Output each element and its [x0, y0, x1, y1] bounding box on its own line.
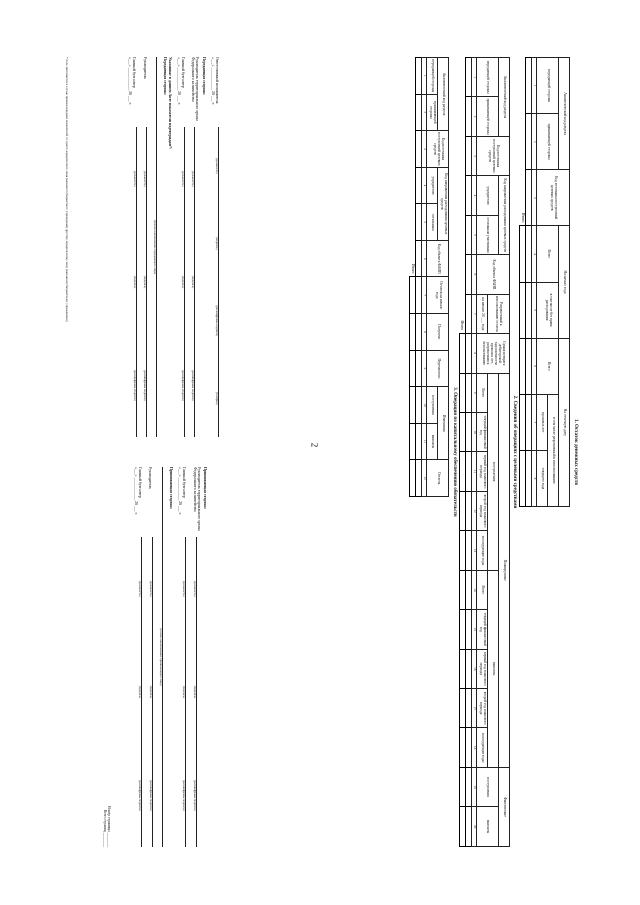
- s2-col-num: 4: [472, 176, 477, 215]
- s2-col-num: 1: [472, 58, 477, 97]
- s1-col-num: 2: [532, 114, 537, 170]
- s1-col-num: 7: [532, 394, 537, 450]
- s3-col-num: 8: [422, 314, 427, 351]
- s2-cell[interactable]: [466, 689, 472, 728]
- s3-col-num: 9: [422, 350, 427, 387]
- head-org-label: Руководитель территориального органа Федерального казначейства: [191, 57, 200, 121]
- s1-cell[interactable]: [520, 226, 526, 282]
- s2-cell[interactable]: [460, 728, 466, 767]
- s2-p-total: Всего: [477, 570, 488, 609]
- s3-code-parent: передающей стороны: [427, 58, 438, 95]
- cap: (должность): [138, 580, 143, 597]
- s3-cell[interactable]: [416, 387, 422, 424]
- s3-cell[interactable]: [416, 94, 422, 131]
- s2-col-num: 6: [472, 255, 477, 294]
- chief-accountant-label: Главный бухгалтер: [182, 467, 187, 498]
- section1-title: 1. Остаток денежных средств: [573, 418, 578, 486]
- s1-col-num: 8: [532, 450, 537, 506]
- cap: (расшифровка подписи): [181, 370, 186, 401]
- s1-cell[interactable]: [526, 394, 532, 450]
- s3-transferred: Перечислено: [427, 350, 449, 387]
- chief-accountant-label: Главный бухгалтер: [180, 57, 185, 88]
- s3-cell[interactable]: [416, 460, 422, 497]
- s1-cell[interactable]: [520, 450, 526, 506]
- receiving-side: Принимающая сторона:: [203, 467, 207, 509]
- cap: (расшифровка подписи): [215, 305, 219, 337]
- cap: (расшифровка подписи): [132, 370, 137, 401]
- s1-col-num: 1: [532, 58, 537, 114]
- cap: (должность): [192, 580, 197, 597]
- s3-col-num: 7: [422, 277, 427, 314]
- cap: (должность): [142, 170, 147, 187]
- s2-total-label: Итого: [460, 320, 465, 331]
- decoding-field[interactable]: [141, 744, 146, 847]
- s3-cell[interactable]: [410, 350, 416, 387]
- s2-planned: Планируемые: [499, 373, 510, 767]
- s3-total-label: Итого: [410, 263, 415, 274]
- s2-receipts: поступления: [488, 373, 499, 570]
- s2-total-row: [460, 58, 466, 847]
- s1-incl-allowed: в том числе без права расходования: [537, 282, 559, 338]
- head-org-label: Руководитель территориального органа Федерального казначейства: [192, 467, 201, 531]
- s2-p-first: первый год планового периода: [477, 649, 488, 688]
- s1-cell[interactable]: [526, 58, 532, 114]
- s3-changes: Изменения: [438, 387, 449, 460]
- s2-cell[interactable]: [460, 334, 466, 373]
- s2-code-parent: передающей стороны: [477, 58, 499, 97]
- s2-col-num: 11: [472, 452, 477, 491]
- s2-cell[interactable]: [466, 531, 472, 570]
- head-label: Руководитель: [142, 57, 147, 80]
- s2-other: остальным участникам: [477, 215, 499, 254]
- s2-col-num: 9: [472, 373, 477, 412]
- s1-cell[interactable]: [526, 450, 532, 506]
- s1-col-num: 4: [532, 226, 537, 282]
- s1-total2: Всего: [537, 338, 559, 394]
- cap: (подпись): [181, 275, 186, 289]
- cap: (расшифровка подписи): [191, 370, 196, 401]
- cap: (должность): [181, 170, 186, 187]
- s2-r-first: первый год планового периода: [477, 452, 488, 491]
- cap: (расшифровка подписи): [148, 780, 153, 811]
- section2-title: 2. Сведения об операциях с целевыми средствами: [512, 395, 518, 509]
- s3-cell[interactable]: [416, 314, 422, 351]
- cap: (расшифровка подписи): [192, 780, 197, 811]
- s3-col-num: 3: [422, 131, 427, 168]
- s3-cell[interactable]: [416, 423, 422, 460]
- chief-accountant-label: Главный бухгалтер: [132, 57, 137, 88]
- s2-cell[interactable]: [460, 491, 466, 530]
- s1-total: Всего: [537, 226, 559, 282]
- cap: (должность): [215, 157, 219, 174]
- cap: (полное наименование передающего лица): [153, 219, 158, 275]
- s2-col-num: 12: [472, 491, 477, 530]
- s2-cell[interactable]: [460, 610, 466, 649]
- s3-received: Получено: [427, 314, 449, 351]
- s2-code-receiver: принимающей стороны: [477, 97, 499, 136]
- s2-cell[interactable]: [460, 807, 466, 847]
- cap: (полное наименование принимающего лица): [158, 628, 163, 686]
- s2-p-next: последующие годы: [477, 728, 488, 767]
- s1-cell[interactable]: [526, 338, 532, 394]
- s2-col-num: 7: [472, 294, 477, 333]
- s3-start-balance: Остаток на начало года: [427, 277, 449, 314]
- s2-cell[interactable]: [466, 767, 472, 806]
- s1-cell[interactable]: [520, 338, 526, 394]
- s2-col-num: 10: [472, 412, 477, 451]
- s2-cell[interactable]: [466, 728, 472, 767]
- s2-cell[interactable]: [460, 689, 466, 728]
- s3-receipts: поступления: [427, 387, 438, 424]
- s2-return-sum: Сумма возврата дебиторской задолженности прошлых лет, разрешенная к использованию: [477, 334, 510, 373]
- s3-col-num: 4: [422, 167, 427, 204]
- responsible-block: [211, 57, 223, 437]
- total-pages-label: Всего страниц: [103, 809, 108, 832]
- s2-cell[interactable]: [466, 491, 472, 530]
- s1-col-num: 3: [532, 170, 537, 226]
- s1-col-num: 5: [532, 282, 537, 338]
- section3-table: [410, 57, 450, 497]
- s1-report-date: На отчетную дату: [559, 338, 570, 506]
- s2-col-num: 2: [472, 97, 477, 136]
- s2-r-current: текущий финансовый год: [477, 412, 488, 451]
- s3-cell[interactable]: [410, 277, 416, 314]
- s3-cell[interactable]: [416, 240, 422, 277]
- s3-empty-row: [416, 58, 422, 497]
- cap: (подпись): [191, 275, 196, 289]
- s3-analytic-code: Аналитический код раздела: [438, 58, 449, 131]
- s3-cell[interactable]: [410, 460, 416, 497]
- position-field[interactable]: [141, 537, 146, 640]
- s1-cell[interactable]: [526, 282, 532, 338]
- s2-analytic-code: Аналитический код раздела: [499, 58, 510, 137]
- s1-col-num: 6: [532, 338, 537, 394]
- s1-total-label: Итого: [520, 212, 525, 223]
- s3-col-num: 6: [422, 240, 427, 277]
- cap: (подпись): [138, 685, 143, 699]
- s2-actual-receipts: поступления: [477, 767, 499, 806]
- chief-accountant-label: Главный бухгалтер: [138, 467, 143, 498]
- s3-col-num: 11: [422, 423, 427, 460]
- s1-code-parent: передающей стороны: [537, 58, 559, 114]
- cap: (подпись): [192, 685, 197, 699]
- s3-other: остальным: [427, 204, 438, 241]
- cap: (расшифровка подписи): [138, 780, 143, 811]
- date-line: «___» ____________ 20 ___ г.: [210, 57, 215, 105]
- s3-founder: учредителю: [427, 167, 438, 204]
- date-line: «___» ____________ 20 ___ г.: [133, 467, 138, 515]
- s3-faip-code: Код объекта ФАИП: [427, 240, 449, 277]
- s2-cell[interactable]: [460, 570, 466, 609]
- cap: (должность): [132, 170, 137, 187]
- position-field[interactable]: [185, 537, 190, 640]
- s1-source-code: Код источника поступлений целевых средств: [537, 170, 570, 226]
- s2-col-num: 15: [472, 610, 477, 649]
- s3-code-receiver: принимающей стороны: [427, 94, 438, 131]
- s2-cell[interactable]: [466, 215, 472, 254]
- s2-cell[interactable]: [466, 610, 472, 649]
- page-number-label: Номер страницы: [107, 806, 111, 832]
- s2-col-num: 8: [472, 334, 477, 373]
- s2-col-num: 5: [472, 215, 477, 254]
- s2-cell[interactable]: [460, 767, 466, 806]
- s3-col-num: 2: [422, 94, 427, 131]
- s2-cell[interactable]: [466, 58, 472, 97]
- head-label: Руководитель: [148, 467, 153, 490]
- section3-title: 3. Операции по капитальному обеспечению обязательств: [452, 387, 457, 517]
- date-line: «___» ____________ 20 ___ г.: [178, 467, 183, 515]
- s1-cell[interactable]: [526, 170, 532, 226]
- s3-col-numbers: [422, 58, 427, 497]
- footnote: * поле заполняется в случае приема-передачи показателей от одного юридического лица (казенного/бюджетного учреждения) другому юридическому лицу (казенному/бюджетному учреждению): [65, 57, 69, 322]
- s2-faip-code: Код объекта ФАИП: [477, 255, 510, 294]
- s3-direction-code: Код направления расходования целевых средств: [438, 167, 449, 240]
- s1-incl-permitted: в том числе разрешенный к использованию: [548, 394, 559, 506]
- signature-field[interactable]: [185, 640, 190, 743]
- s2-permitted-date: на начало 20 ___ года: [477, 294, 488, 333]
- date-line: «___» ____________ 20 ___ г.: [128, 57, 133, 105]
- cap: (подпись): [132, 275, 137, 289]
- section1-table: [520, 57, 571, 507]
- s2-cell[interactable]: [466, 807, 472, 847]
- position-field[interactable]: [194, 127, 199, 230]
- s2-actual: Фактические: [499, 767, 510, 846]
- s2-col-num: 16: [472, 649, 477, 688]
- s2-cell[interactable]: [466, 412, 472, 451]
- transferring-side: Передающая сторона:: [201, 57, 206, 95]
- s1-current-year: текущего года: [537, 450, 548, 506]
- s1-prior-year: прошлых лет: [537, 394, 548, 450]
- cap: (должность): [191, 170, 196, 187]
- s2-cell[interactable]: [466, 97, 472, 136]
- s3-cell[interactable]: [416, 350, 422, 387]
- s2-r-second: второй год планового периода: [477, 491, 488, 530]
- s2-founder: учредителю: [477, 176, 499, 215]
- s3-col-num: 1: [422, 58, 427, 95]
- signature-field[interactable]: [194, 230, 199, 333]
- s3-cell[interactable]: [410, 423, 416, 460]
- s2-cell[interactable]: [466, 255, 472, 294]
- s2-col-num: 3: [472, 136, 477, 175]
- s2-empty-row: [466, 58, 472, 847]
- date-line: «___» ____________ 20 ___ г.: [176, 57, 181, 105]
- s2-cell[interactable]: [466, 373, 472, 412]
- s2-cell[interactable]: [466, 649, 472, 688]
- s3-cell[interactable]: [416, 131, 422, 168]
- s2-direction-code: Код направления расходования целевых средств: [499, 176, 510, 255]
- signatures-left: [123, 57, 225, 437]
- s2-r-total: Всего: [477, 373, 488, 412]
- s2-cell[interactable]: [460, 412, 466, 451]
- s3-payments: выплаты: [427, 423, 438, 460]
- s2-r-next: последующие годы: [477, 531, 488, 570]
- s2-permitted: Разрешенный к использованию остаток: [488, 294, 510, 333]
- s2-cell[interactable]: [460, 452, 466, 491]
- s2-cell[interactable]: [460, 649, 466, 688]
- s2-cell[interactable]: [466, 334, 472, 373]
- s2-cell[interactable]: [460, 531, 466, 570]
- section2-table: [459, 57, 510, 847]
- receiving-side-2: Принимающая сторона:: [169, 467, 174, 509]
- s2-col-num: 13: [472, 531, 477, 570]
- s1-cell[interactable]: [520, 282, 526, 338]
- page-number: 2: [309, 442, 320, 448]
- s3-source-code: Код источника поступлений целевых средств: [427, 131, 449, 168]
- s1-cell[interactable]: [526, 114, 532, 170]
- s3-col-num: 5: [422, 204, 427, 241]
- responsible-label: Ответственный исполнитель: [214, 57, 219, 104]
- s3-balance: Остаток: [427, 460, 449, 497]
- cap: (расшифровка подписи): [182, 780, 187, 811]
- s2-payments: выплаты: [488, 570, 499, 767]
- indicators-confirmed: Указанные в данном Акте показатели подтверждаю*:: [167, 57, 172, 150]
- s2-cell[interactable]: [466, 452, 472, 491]
- pages-count: Номер страницы ________ Всего страниц ________: [103, 806, 111, 847]
- cap: (телефон): [215, 391, 219, 405]
- s3-col-num: 12: [422, 460, 427, 497]
- s2-cell[interactable]: [466, 176, 472, 215]
- s2-col-num: 17: [472, 689, 477, 728]
- s2-cell[interactable]: [460, 373, 466, 412]
- s2-p-current: текущий финансовый год: [477, 610, 488, 649]
- s3-cell[interactable]: [410, 387, 416, 424]
- s1-code-receiver: принимающей стороны: [537, 114, 559, 170]
- s2-cell[interactable]: [466, 570, 472, 609]
- s2-col-num: 14: [472, 570, 477, 609]
- cap: (расшифровка подписи): [142, 370, 147, 401]
- cap: (подпись): [182, 685, 187, 699]
- decoding-field[interactable]: [194, 334, 199, 437]
- cap: (подпись): [148, 685, 153, 699]
- s1-cell[interactable]: [526, 226, 532, 282]
- s2-col-num: 20: [472, 807, 477, 847]
- s2-cell[interactable]: [466, 294, 472, 333]
- decoding-field[interactable]: [185, 744, 190, 847]
- s3-cell[interactable]: [416, 167, 422, 204]
- s3-cell[interactable]: [410, 314, 416, 351]
- s2-p-second: второй год планового периода: [477, 689, 488, 728]
- s1-start-year: На начало года: [559, 226, 570, 338]
- s2-cell[interactable]: [466, 136, 472, 175]
- cap: (должность): [182, 580, 187, 597]
- signature-field[interactable]: [141, 640, 146, 743]
- rotated-sheet: [60, 57, 580, 847]
- s1-cell[interactable]: [520, 394, 526, 450]
- s2-col-numbers: [472, 58, 477, 847]
- cap: (подпись): [215, 237, 219, 250]
- s3-cell[interactable]: [416, 58, 422, 95]
- s3-total-row: [410, 58, 416, 497]
- s2-actual-payments: выплаты: [477, 807, 499, 847]
- s3-cell[interactable]: [416, 277, 422, 314]
- s3-col-num: 10: [422, 387, 427, 424]
- s2-source-code: Код источника поступлений целевых средств: [477, 136, 510, 175]
- s3-cell[interactable]: [416, 204, 422, 241]
- s1-analytic-code: Аналитический код раздела: [559, 58, 570, 170]
- signatures-right: [129, 467, 225, 847]
- cap: (должность): [148, 580, 153, 597]
- s2-col-num: 19: [472, 767, 477, 806]
- cap: (подпись): [142, 275, 147, 289]
- transferring-side-2: Передающая сторона:: [163, 57, 168, 95]
- s2-col-num: 18: [472, 728, 477, 767]
